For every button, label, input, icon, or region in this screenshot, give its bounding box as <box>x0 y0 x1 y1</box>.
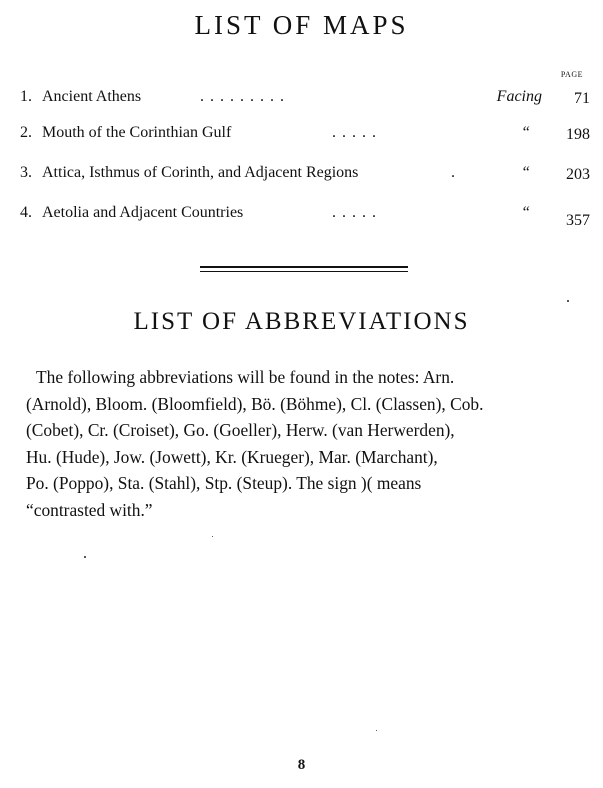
map-entry-ref: “ <box>521 204 530 221</box>
section-divider <box>200 266 408 272</box>
abbreviations-line: Hu. (Hude), Jow. (Jowett), Kr. (Krueger), Mar. (Marchant), <box>26 446 438 467</box>
abbreviations-line: (Cobet), Cr. (Croiset), Go. (Goeller), Herw. (van Herwerden), <box>26 420 455 440</box>
abbreviations-title: LIST OF ABBREVIATIONS <box>133 308 470 335</box>
print-speck <box>212 536 213 537</box>
map-entry-title: Attica, Isthmus of Corinth, and Adjacent Regions <box>42 164 359 181</box>
map-entry-title: Mouth of the Corinthian Gulf <box>42 124 232 141</box>
map-entry-number: 4. <box>20 204 32 221</box>
map-entry-2 <box>20 124 590 150</box>
abbreviations-line: The following abbreviations will be found in the notes: Arn. <box>36 367 455 387</box>
leader-dots: . . . . . . . . . <box>200 88 285 105</box>
map-entry-ref: Facing <box>496 88 542 105</box>
leader-dots: . . . . . <box>332 204 377 221</box>
print-speck <box>567 300 569 302</box>
leader-dots: . <box>451 164 456 181</box>
map-entry-page: 203 <box>566 166 590 183</box>
map-entry-number: 3. <box>20 164 32 181</box>
map-entry-1 <box>20 88 590 114</box>
maps-title: LIST OF MAPS <box>194 10 409 40</box>
map-entry-page: 71 <box>574 90 590 107</box>
map-entry-ref: “ <box>521 164 530 181</box>
map-entry-3 <box>20 164 590 190</box>
abbreviations-paragraph <box>26 364 596 523</box>
map-entry-title: Ancient Athens <box>42 88 142 105</box>
abbreviations-line: (Arnold), Bloom. (Bloomfield), Bö. (Böhme), Cl. (Classen), Cob. <box>26 393 484 414</box>
map-entry-page: 198 <box>566 126 590 143</box>
map-entry-ref: “ <box>521 124 530 141</box>
print-speck <box>376 730 377 731</box>
map-entry-page: 357 <box>566 212 590 229</box>
abbreviations-line: Po. (Poppo), Sta. (Stahl), Stp. (Steup). The sign )( means <box>26 473 422 493</box>
leader-dots: . . . . . <box>332 124 377 141</box>
map-entry-4 <box>20 204 590 230</box>
page-column-label: PAGE <box>560 70 583 79</box>
map-entry-title: Aetolia and Adjacent Countries <box>42 204 244 221</box>
map-entry-number: 1. <box>20 88 32 105</box>
map-entry-number: 2. <box>20 124 32 141</box>
print-speck <box>84 556 86 558</box>
page-number: 8 <box>297 757 306 773</box>
abbreviations-line: “contrasted with.” <box>26 499 153 520</box>
